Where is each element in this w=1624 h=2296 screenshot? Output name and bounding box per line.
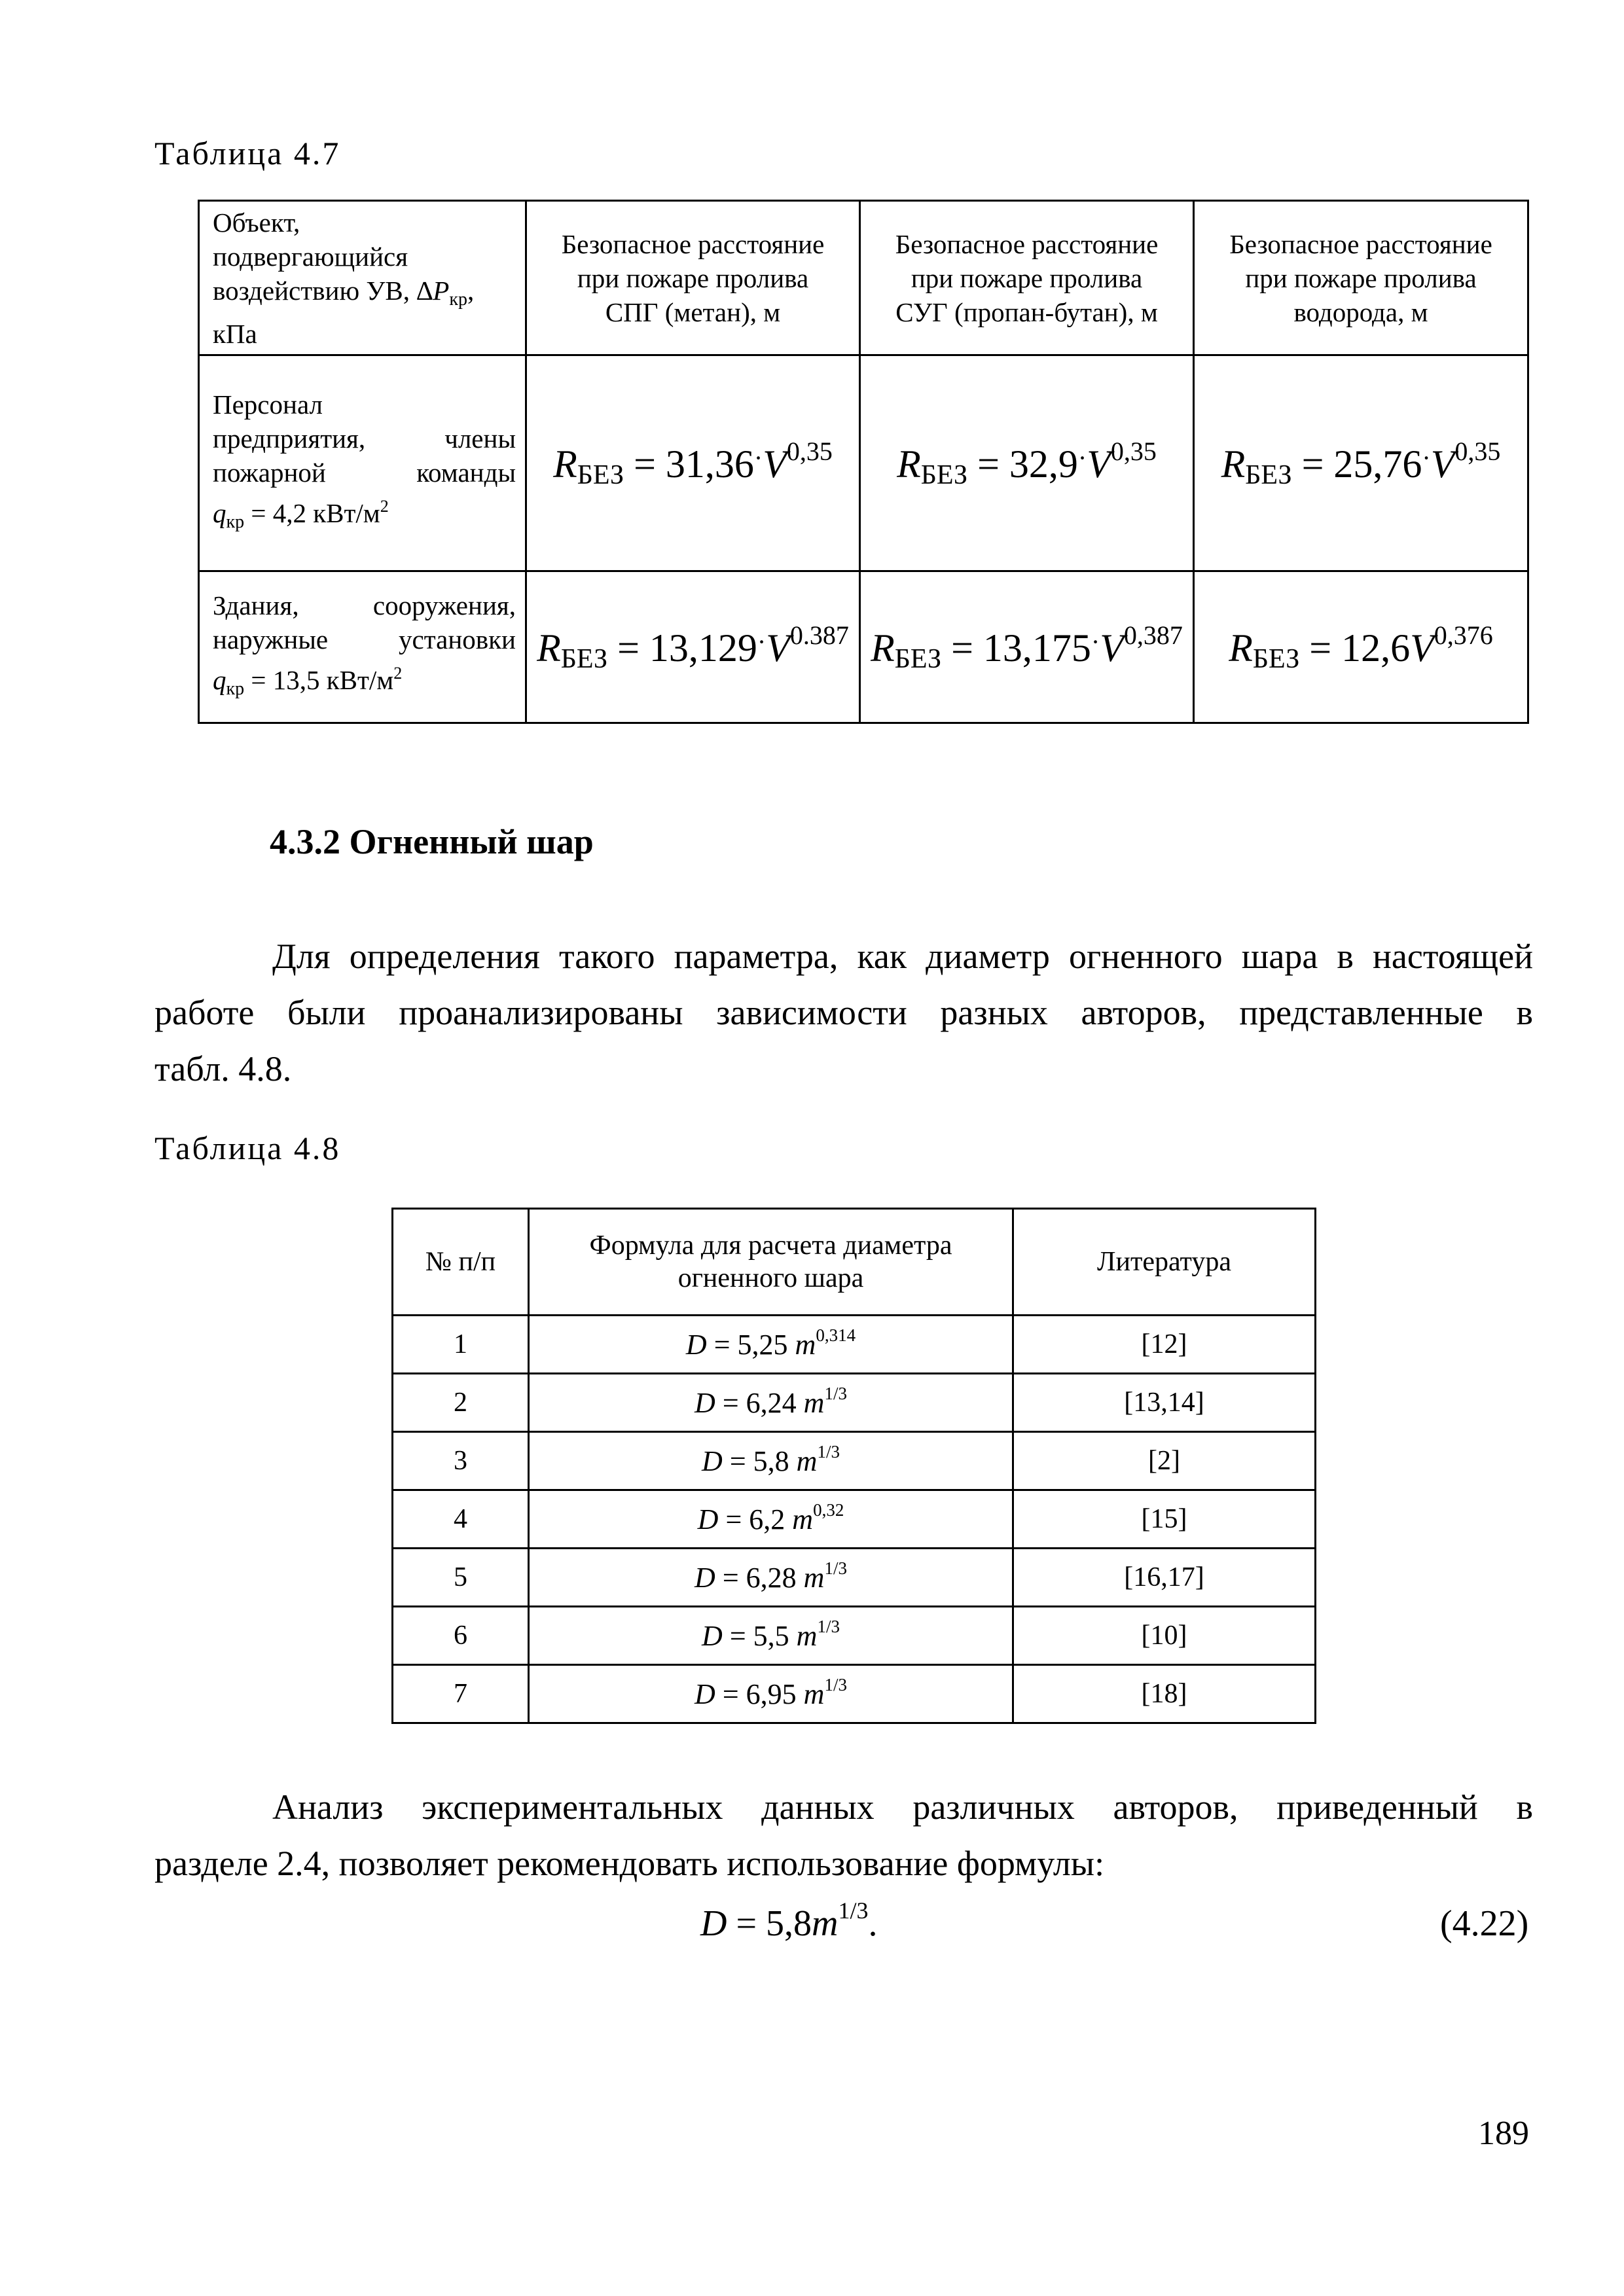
row-number: 2	[393, 1374, 529, 1432]
header-formula: Формула для расчета диаметра огненного шара	[529, 1209, 1013, 1316]
table-row	[393, 1665, 1316, 1723]
row-reference: [2]	[1013, 1432, 1316, 1490]
table-row	[393, 1490, 1316, 1549]
header-sug: Безопасное расстояние при пожаре пролива СУГ (пропан-бутан), м	[860, 201, 1194, 355]
row-reference: [10]	[1013, 1607, 1316, 1665]
row-number: 5	[393, 1549, 529, 1607]
equation-4-22: $D = 5,8m^{1/3}$.	[700, 1897, 878, 1944]
row-number: 6	[393, 1607, 529, 1665]
formula-personnel-hydrogen: $R_{БЕЗ} = 25,76^\cdot V^{0,35}$	[1194, 355, 1528, 571]
header-hydrogen: Безопасное расстояние при пожаре пролива водорода, м	[1194, 201, 1528, 355]
equation-number: (4.22)	[1440, 1903, 1529, 1944]
table-4-8-caption: Таблица 4.8	[154, 1130, 341, 1166]
table-4-7-header-row	[199, 201, 1528, 355]
table-4-7	[198, 200, 1529, 724]
object-personnel: Персонал предприятия, члены пожарной команды qкр = 4,2 кВт/$м^2$	[199, 355, 526, 571]
formula-buildings-sug: $R_{БЕЗ} = 13,175^\cdot V^{0,387}$	[860, 571, 1194, 723]
paragraph-intro: Для определения такого параметра, как диаметр огненного шара в настоящей работе были проанализированы зависимости разных авторов, представленные в табл. 4.8.	[154, 937, 1533, 1088]
row-formula: D = 6,95 $m^{1/3}$	[529, 1665, 1013, 1723]
table-4-7-caption: Таблица 4.7	[154, 135, 341, 171]
row-formula: D = 6,28 $m^{1/3}$	[529, 1549, 1013, 1607]
row-formula: D = 6,24 $m^{1/3}$	[529, 1374, 1013, 1432]
formula-personnel-sug: $R_{БЕЗ} = 32,9^\cdot V^{0,35}$	[860, 355, 1194, 571]
table-4-8	[391, 1208, 1316, 1724]
section-heading: 4.3.2 Огненный шар	[270, 822, 594, 861]
header-object: Объект, подвергающийся воздействию УВ, ∆Pкр, кПа	[199, 201, 526, 355]
header-literature: Литература	[1013, 1209, 1316, 1316]
table-4-7-row-personnel	[199, 355, 1528, 571]
row-reference: [13,14]	[1013, 1374, 1316, 1432]
table-row	[393, 1316, 1316, 1374]
row-reference: [16,17]	[1013, 1549, 1316, 1607]
table-row	[393, 1432, 1316, 1490]
row-reference: [18]	[1013, 1665, 1316, 1723]
page-number: 189	[1478, 2115, 1529, 2152]
row-reference: [12]	[1013, 1316, 1316, 1374]
row-number: 1	[393, 1316, 529, 1374]
table-row	[393, 1374, 1316, 1432]
header-number: № п/п	[393, 1209, 529, 1316]
row-formula: D = 6,2 $m^{0,32}$	[529, 1490, 1013, 1549]
row-number: 3	[393, 1432, 529, 1490]
row-formula: D = 5,5 $m^{1/3}$	[529, 1607, 1013, 1665]
row-number: 7	[393, 1665, 529, 1723]
table-row	[393, 1607, 1316, 1665]
table-4-7-row-buildings	[199, 571, 1528, 723]
formula-personnel-spg: $R_{БЕЗ} = 31,36^\cdot V^{0,35}$	[526, 355, 860, 571]
header-spg: Безопасное расстояние при пожаре пролива СПГ (метан), м	[526, 201, 860, 355]
formula-buildings-hydrogen: $R_{БЕЗ} = 12,6V^{0,376}$	[1194, 571, 1528, 723]
paragraph-analysis: Анализ экспериментальных данных различных авторов, приведенный в разделе 2.4, позволяет рекомендовать использование формулы:	[154, 1787, 1533, 1883]
table-row	[393, 1549, 1316, 1607]
row-formula: D = 5,25 $m^{0,314}$	[529, 1316, 1013, 1374]
row-reference: [15]	[1013, 1490, 1316, 1549]
object-buildings: Здания, сооружения, наружные установки qкр = 13,5 кВт/$м^2$	[199, 571, 526, 723]
row-formula: D = 5,8 $m^{1/3}$	[529, 1432, 1013, 1490]
row-number: 4	[393, 1490, 529, 1549]
table-4-8-header-row	[393, 1209, 1316, 1316]
formula-buildings-spg: $R_{БЕЗ} = 13,129^\cdot V^{0.387}$	[526, 571, 860, 723]
